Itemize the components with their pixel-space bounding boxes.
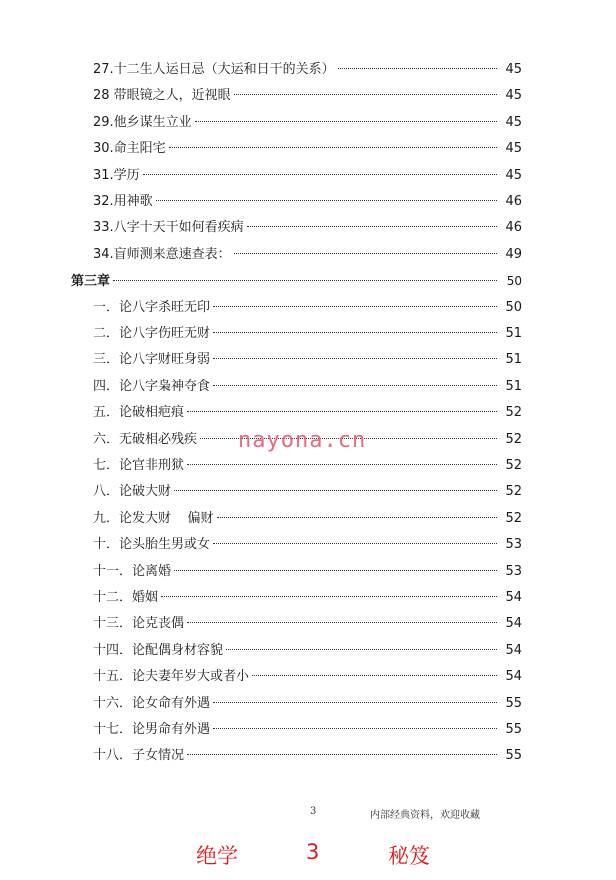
toc-entry-title: 32.用神歌 [93,194,153,209]
toc-entry[interactable] [93,245,522,265]
toc-entry-title: 十一．论离婚 [93,563,172,579]
toc-entry-page: 52 [505,458,522,473]
toc-entry[interactable] [93,562,522,582]
toc-entry-title: 三．论八字财旺身弱 [93,352,211,368]
toc-entry-title: 十八．子女情况 [93,748,185,764]
toc-entry[interactable] [93,113,522,133]
toc-entry[interactable] [93,641,522,661]
toc-entry[interactable] [93,298,522,318]
toc-entry-title: 六．无破相必残疾 [93,431,198,447]
toc-dot-leader [143,174,497,175]
toc-entry-title: 29.他乡谋生立业 [93,114,192,130]
toc-entry-page: 54 [505,669,522,685]
toc-entry-page: 53 [505,563,522,579]
toc-entry[interactable] [93,482,522,502]
toc-entry[interactable] [93,350,522,370]
toc-entry-title: 30.命主阳宅 [93,141,166,157]
toc-entry-title: 九．论发大财 偏财 [93,510,214,526]
toc-entry-page: 45 [505,88,522,104]
toc-dot-leader [161,596,497,597]
toc-dot-leader [252,675,497,676]
toc-entry[interactable] [93,535,522,555]
toc-entry[interactable] [93,324,522,344]
toc-entry[interactable] [93,60,522,80]
banner-left-text: 绝学 [196,844,238,868]
toc-dot-leader [234,253,497,254]
toc-entry-page: 46 [505,194,522,209]
toc-entry-page: 51 [505,378,522,394]
toc-entry-title: 二．论八字伤旺无财 [93,326,211,341]
toc-entry-page: 55 [505,748,522,764]
toc-entry-title: 十．论头胎生男或女 [93,537,211,553]
toc-dot-leader [213,306,497,307]
toc-dot-leader [169,147,497,148]
toc-entry[interactable] [93,720,522,740]
toc-entry-title: 十二．婚姻 [93,590,159,605]
toc-entry-page: 55 [505,695,522,711]
toc-entry-title: 十五．论夫妻年岁大或者小 [93,669,250,685]
toc-dot-leader [213,543,497,544]
toc-entry[interactable] [93,509,522,529]
watermark: nayona.cn [238,428,367,453]
toc-dot-leader [113,280,497,281]
toc-entry-page: 55 [505,722,522,737]
toc-entry-page: 49 [505,246,522,262]
toc-entry-page: 52 [505,405,522,421]
toc-entry-page: 46 [505,220,522,236]
toc-dot-leader [174,490,497,491]
toc-entry-page: 51 [505,326,522,341]
toc-entry[interactable] [93,403,522,423]
toc-entry-title: 五．论破相疤痕 [93,405,185,421]
toc-entry[interactable] [93,192,522,212]
toc-entry-title: 十六．论女命有外遇 [93,695,211,711]
toc-entry[interactable] [93,139,522,159]
toc-dot-leader [213,385,497,386]
toc-entry[interactable] [93,218,522,238]
toc-entry[interactable] [93,614,522,634]
toc-entry-title: 一．论八字杀旺无印 [93,299,211,315]
toc-dot-leader [213,702,497,703]
toc-entry-page: 45 [505,62,522,77]
banner-right-text: 秘笈 [388,844,430,868]
toc-entry-page: 52 [505,484,522,500]
toc-dot-leader [195,121,497,122]
toc-entry-page: 54 [505,616,522,632]
toc-entry-title: 十四．论配偶身材容貌 [93,642,224,658]
toc-entry[interactable] [93,86,522,106]
banner-page-number: 3 [306,840,320,864]
footer-page-number: 3 [310,806,317,817]
toc-dot-leader [217,517,497,518]
toc-dot-leader [187,411,497,412]
toc-dot-leader [187,622,497,623]
toc-entry[interactable] [93,746,522,766]
toc-entry-title: 27.十二生人运日忌（大运和日干的关系） [93,62,335,77]
toc-entry-page: 45 [505,167,522,183]
toc-entry-title: 28 带眼镜之人，近视眼 [93,88,231,104]
toc-entry-title: 十七．论男命有外遇 [93,722,211,737]
toc-entry-page: 51 [505,352,522,368]
toc-entry-title: 第三章 [71,274,111,290]
toc-entry-title: 七．论官非刑狱 [93,458,185,473]
toc-entry-page: 52 [505,510,522,526]
toc-entry-page: 54 [505,642,522,658]
toc-dot-leader [234,94,497,95]
toc-dot-leader [174,570,497,571]
toc-chapter-entry[interactable] [71,271,522,291]
toc-entry-title: 33.八字十天干如何看疾病 [93,220,244,236]
toc-dot-leader [338,68,497,69]
toc-entry[interactable] [93,456,522,476]
toc-entry[interactable] [93,377,522,397]
toc-dot-leader [213,728,497,729]
toc-dot-leader [187,754,497,755]
toc-entry-page: 45 [505,114,522,130]
toc-entry-title: 31.学历 [93,167,140,183]
toc-dot-leader [156,200,497,201]
toc-entry[interactable] [93,588,522,608]
toc-entry-page: 53 [505,537,522,553]
toc-dot-leader [187,464,497,465]
toc-entry-title: 34.盲师测来意速查表： [93,246,231,262]
toc-dot-leader [213,332,497,333]
footer-note: 内部经典资料，欢迎收藏 [370,810,480,821]
toc-entry-page: 52 [505,431,522,447]
toc-entry[interactable] [93,694,522,714]
toc-entry-title: 十三．论克丧偶 [93,616,185,632]
toc-entry-page: 45 [505,141,522,157]
toc-dot-leader [213,358,497,359]
toc-dot-leader [226,649,497,650]
toc-entry[interactable] [93,166,522,186]
toc-entry-title: 四．论八字枭神夺食 [93,378,211,394]
toc-entry-title: 八．论破大财 [93,484,172,500]
toc-entry-page: 50 [506,274,522,289]
toc-entry-page: 50 [505,299,522,315]
toc-entry-page: 54 [505,590,522,605]
toc-dot-leader [247,226,497,227]
toc-entry[interactable] [93,667,522,687]
